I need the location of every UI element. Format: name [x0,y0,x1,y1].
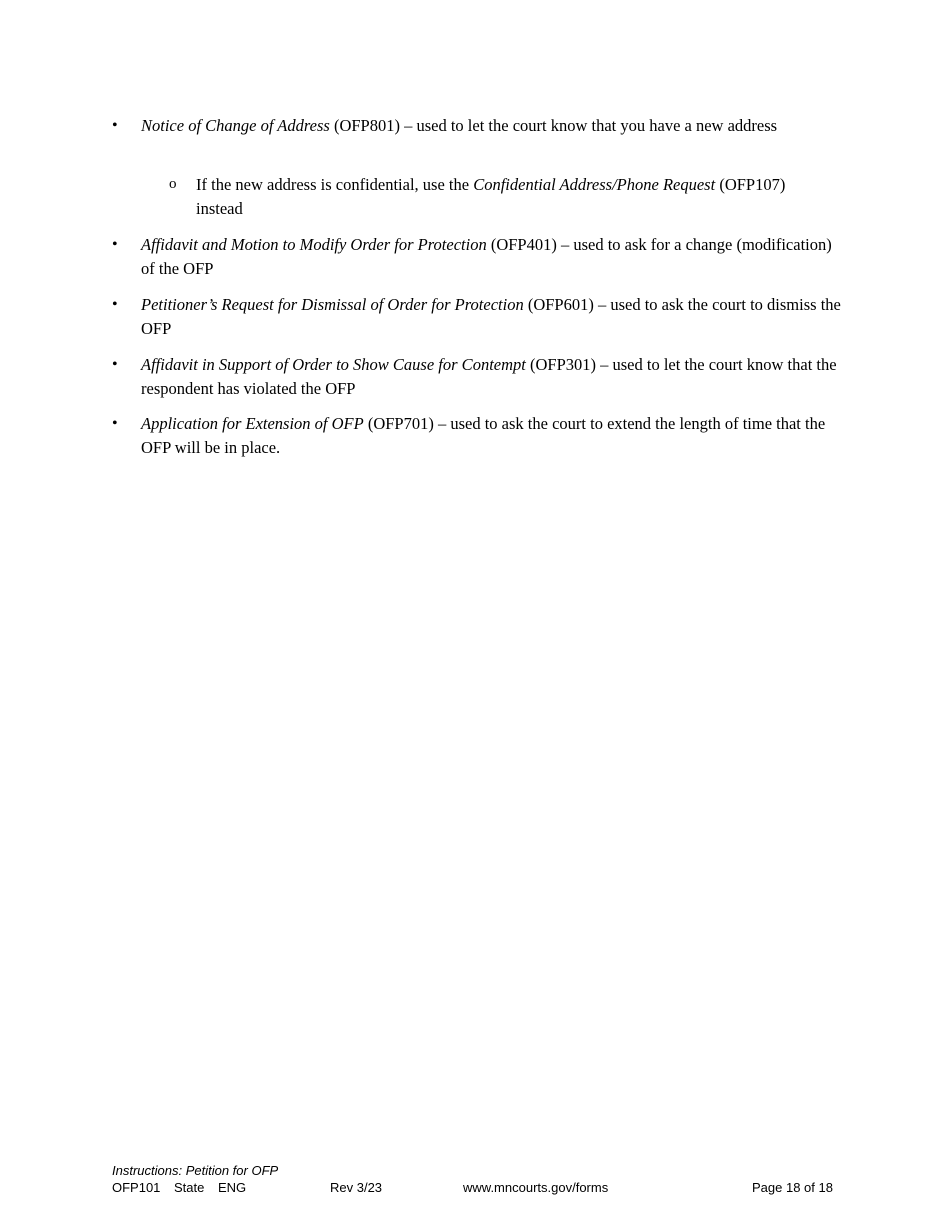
form-title: Petitioner’s Request for Dismissal of Order for Protection [141,295,524,314]
bullet-icon: • [112,356,118,373]
bullet-icon: • [112,415,118,432]
form-title: Affidavit in Support of Order to Show Cause for Contempt [141,355,526,374]
footer-revision: Rev 3/23 [330,1180,383,1195]
form-description: (OFP801) – used to let the court know that you have a new address [329,116,778,135]
sub-item-form-title: Confidential Address/Phone Request [473,175,716,194]
footer-page-number: Page 18 of 18 [752,1180,833,1195]
bullet-icon: • [112,296,118,313]
sub-list-item-confidential [169,173,836,220]
footer-form-id: OFP101 [112,1180,161,1195]
footer-document-title: Instructions: Petition for OFP [112,1163,279,1178]
bullet-icon: • [112,236,118,253]
form-title: Application for Extension of OFP [141,414,364,433]
sub-item-text-after: (OFP107) instead [196,175,786,218]
footer-url: www.mncourts.gov/forms [463,1180,609,1195]
footer-scope: State [174,1180,205,1195]
list-item-modify-order [112,233,841,280]
list-item-change-of-address [112,114,841,138]
form-description: (OFP701) – used to ask the court to extend the length of time that the OFP will be in place. [141,414,826,457]
form-description: (OFP401) – used to ask for a change (modification) of the OFP [141,235,832,278]
form-description: (OFP301) – used to let the court know that the respondent has violated the OFP [141,355,837,398]
list-item-dismissal [112,293,841,340]
sub-bullet-icon: o [169,176,177,192]
sub-item-text-before: If the new address is confidential, use the [196,175,474,194]
form-title: Affidavit and Motion to Modify Order for Protection [141,235,487,254]
form-title: Notice of Change of Address [141,116,330,135]
footer-language: ENG [218,1180,247,1195]
list-item-extension [112,412,841,459]
list-item-contempt [112,353,841,400]
form-description: (OFP601) – used to ask the court to dismiss the OFP [141,295,841,338]
bullet-icon: • [112,117,118,134]
